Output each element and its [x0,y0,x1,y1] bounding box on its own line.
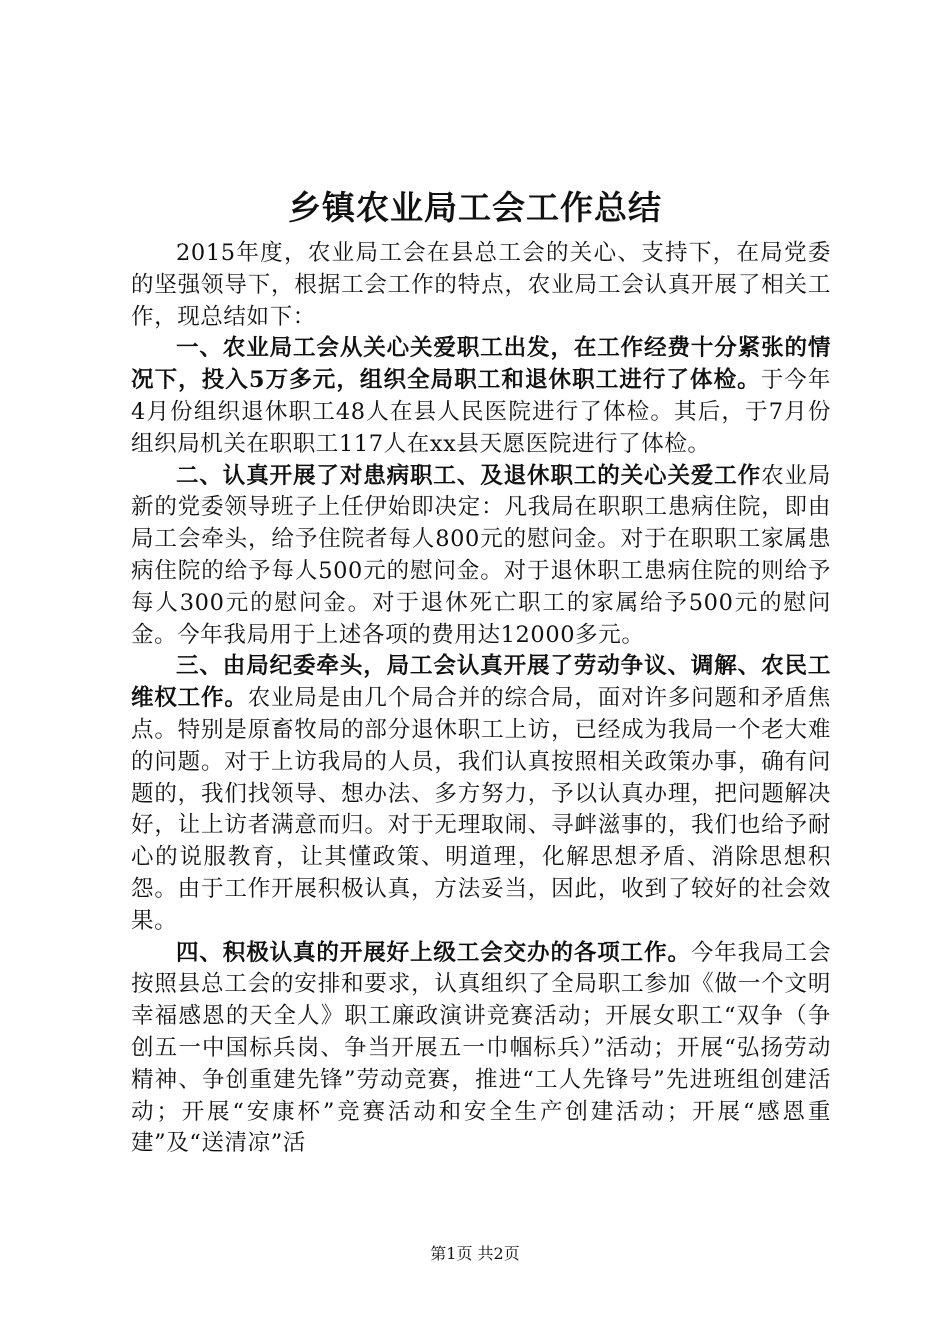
paragraph-section-4 [131,938,831,1161]
paragraph-text: 2015年度，农业局工会在县总工会的关心、支持下，在局党委的坚强领导下，根据工会工作的特点，农业局工会认真开展了相关工作，现总结如下： [131,240,831,330]
paragraph-heading: 一、农业局工会从关心关爱职工出发，在工作经费十分紧张的情况下，投入5万多元，组织全局职工和退休职工进行了体检。 [131,335,831,394]
paragraph-section-1 [131,333,831,460]
paragraph-heading: 三、由局纪委牵头，局工会认真开展了劳动争议、调解、农民工维权工作。 [131,653,831,712]
paragraph-text: 农业局新的党委领导班子上任伊始即决定：凡我局在职职工患病住院，即由局工会牵头，给予住院者每人800元的慰问金。对于在职职工家属患病住院的给予每人500元的慰问金。对于退休职工患病住院的则给予每人300元的慰问金。对于退休死亡职工的家属给予500元的慰问金。今年我局用于上述各项的费用达12000多元。 [131,462,831,648]
paragraph-text: 农业局是由几个局合并的综合局，面对许多问题和矛盾焦点。特别是原畜牧局的部分退休职工上访，已经成为我局一个老大难的问题。对于上访我局的人员，我们认真按照相关政策办事，确有问题的，我们找领导、想办法、多方努力，予以认真办理，把问题解决好，让上访者满意而归。对于无理取闹、寻衅滋事的，我们也给予耐心的说服教育，让其懂政策、明道理，化解思想矛盾、消除思想积怨。由于工作开展积极认真，方法妥当，因此，收到了较好的社会效果。 [131,685,831,934]
paragraph-text: 今年我局工会按照县总工会的安排和要求，认真组织了全局职工参加《做一个文明幸福感恩的天全人》职工廉政演讲竞赛活动；开展女职工“双争（争创五一中国标兵岗、争当开展五一巾帼标兵）”活动；开展“弘扬劳动精神、争创重建先锋”劳动竞赛，推进“工人先锋号”先进班组创建活动；开展“安康杯”竞赛活动和安全生产创建活动；开展“感恩重建”及“送清凉”活 [131,939,831,1157]
paragraph-intro [131,238,831,333]
paragraph-heading: 四、积极认真的开展好上级工会交办的各项工作。 [176,939,691,966]
page-number-footer: 第1页 共2页 [430,1244,520,1263]
paragraph-section-3 [131,651,831,937]
document-body [131,238,831,1160]
paragraph-section-2 [131,461,831,652]
paragraph-text: 于今年4月份组织退休职工48人在县人民医院进行了体检。其后，于7月份组织局机关在职职工117人在xx县天愿医院进行了体检。 [131,367,831,457]
paragraph-heading: 二、认真开展了对患病职工、及退休职工的关心关爱工作 [176,462,762,489]
document-title: 乡镇农业局工会工作总结 [288,188,662,227]
